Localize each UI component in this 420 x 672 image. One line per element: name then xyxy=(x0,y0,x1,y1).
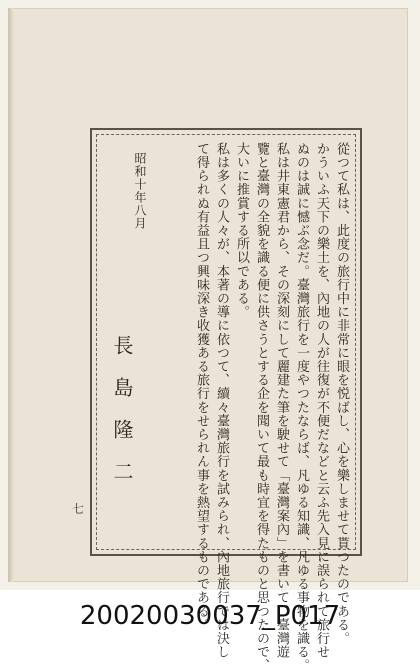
text-column-6: 大いに推賞する所以である。 xyxy=(234,142,249,319)
text-column-1: 從つて私は、此度の旅行中に非常に眼を悦ばし、心を樂しませて貰つたのである。 xyxy=(334,142,349,646)
page-fold-shadow xyxy=(8,8,14,582)
text-column-5: 覽と臺灣の全貌を識る便に供さうとする企を聞いて最も時宜を得たものと思つたので、 xyxy=(254,142,269,672)
publication-date: 昭和十年八月 xyxy=(133,152,147,230)
archive-id-caption: 20020030037_P017 xyxy=(79,601,341,631)
text-column-8: て得られぬ有益且つ興味深き收獲ある旅行をせられん事を熱望するものである。 xyxy=(194,142,209,632)
text-column-2: かういふ天下の樂土を、內地の人が往復が不便だなどと云ふ先入見に誤られて旅行せ xyxy=(314,142,329,659)
text-column-3: ぬのは誠に憾ぶ念だ。臺灣旅行を一度やつたならば、凡ゆる知識、凡ゆる事物を識る。 xyxy=(294,142,309,672)
text-column-7: 私は多くの人々が、本著の導に依つて、續々臺灣旅行を試みられ、內地旅行では決し xyxy=(214,142,229,659)
author-signature: 長島隆二 xyxy=(110,335,134,503)
text-column-4: 私は井東憲君から、その深刻にして麗建た筆を駛せて「臺灣案內」を書いて、臺灣遊 xyxy=(274,142,289,659)
page-number: 七 xyxy=(72,502,85,516)
